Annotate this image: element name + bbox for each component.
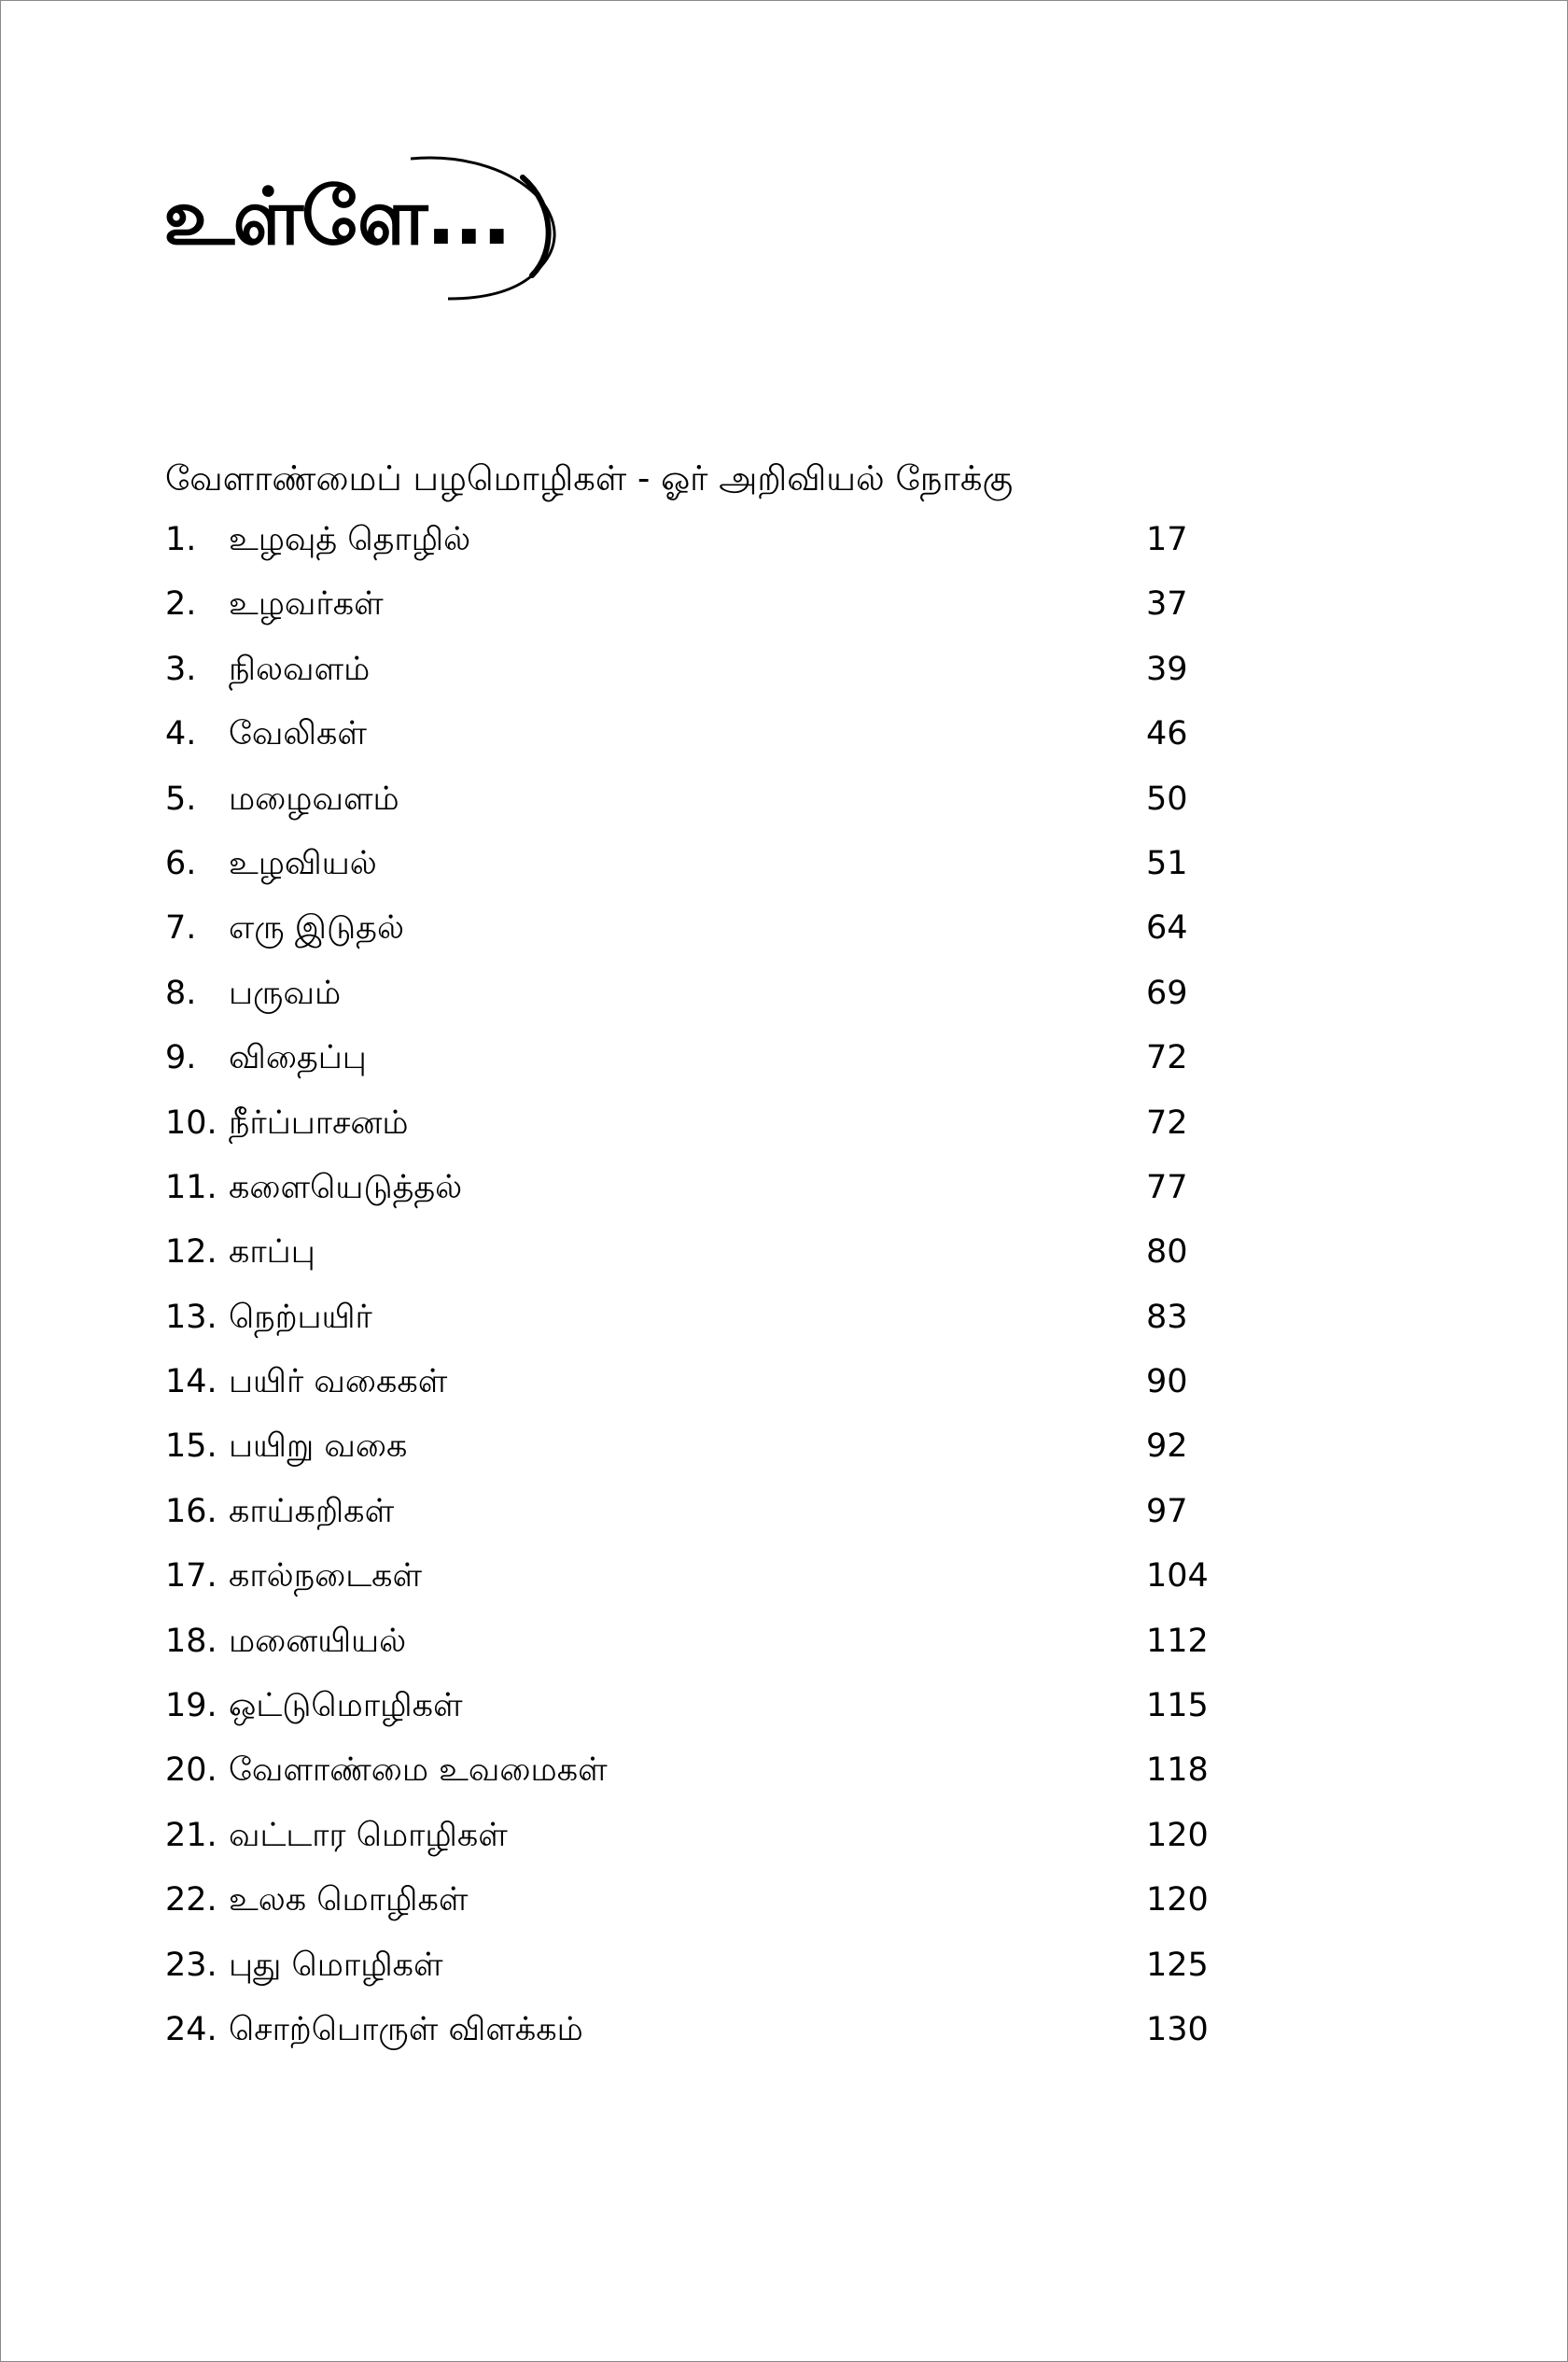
toc-entry bbox=[165, 840, 1239, 905]
toc-entry-number: 23. bbox=[165, 1946, 217, 1984]
toc-entry-number: 13. bbox=[165, 1298, 217, 1336]
toc-entry-title: வட்டார மொழிகள் bbox=[229, 1816, 508, 1854]
toc-entry-number: 6. bbox=[165, 844, 197, 882]
toc-entry bbox=[165, 1488, 1239, 1553]
toc-entry-page-number: 115 bbox=[1146, 1687, 1209, 1725]
toc-entry-page-number: 118 bbox=[1146, 1751, 1209, 1790]
toc-entry bbox=[165, 581, 1239, 645]
crescent-ornament bbox=[163, 149, 583, 308]
toc-entry-page-number: 104 bbox=[1146, 1557, 1209, 1596]
toc-entry bbox=[165, 1164, 1239, 1229]
toc-entry bbox=[165, 1812, 1239, 1877]
toc-entry-title: பயிறு வகை bbox=[229, 1427, 408, 1466]
toc-entry bbox=[165, 1229, 1239, 1293]
toc-entry-title: கால்நடைகள் bbox=[229, 1557, 423, 1596]
toc-entry-number: 22. bbox=[165, 1881, 217, 1919]
toc-entry-number: 1. bbox=[165, 521, 197, 558]
toc-entry-page-number: 64 bbox=[1146, 909, 1188, 948]
toc-entry-number: 8. bbox=[165, 974, 197, 1012]
toc-entry-title: பயிர் வகைகள் bbox=[229, 1363, 448, 1401]
toc-entry-number: 24. bbox=[165, 2010, 217, 2048]
toc-entry-page-number: 69 bbox=[1146, 974, 1188, 1012]
toc-entry-number: 11. bbox=[165, 1168, 217, 1206]
toc-entry-number: 7. bbox=[165, 909, 197, 948]
toc-entry-page-number: 80 bbox=[1146, 1233, 1188, 1272]
toc-entry-page-number: 17 bbox=[1146, 521, 1188, 558]
toc-entry-number: 15. bbox=[165, 1427, 217, 1466]
toc-entry-title: உழவியல் bbox=[229, 844, 377, 882]
toc-entry-title: மனையியல் bbox=[229, 1622, 407, 1660]
toc-entry bbox=[165, 1294, 1239, 1358]
toc-entry bbox=[165, 646, 1239, 710]
toc-entry-title: மழைவளம் bbox=[229, 780, 399, 818]
toc-entry bbox=[165, 516, 1239, 581]
book-subtitle: வேளாண்மைப் பழமொழிகள் - ஓர் அறிவியல் நோக்கு bbox=[165, 458, 1014, 499]
toc-entry bbox=[165, 1682, 1239, 1747]
toc-entry bbox=[165, 2006, 1239, 2071]
toc-entry-number: 17. bbox=[165, 1557, 217, 1596]
toc-entry-title: நெற்பயிர் bbox=[229, 1298, 372, 1336]
toc-entry-page-number: 39 bbox=[1146, 650, 1188, 688]
toc-entry-title: உலக மொழிகள் bbox=[229, 1881, 469, 1919]
toc-entry bbox=[165, 1877, 1239, 1941]
toc-entry-title: எரு இடுதல் bbox=[229, 909, 405, 948]
toc-entry-title: பருவம் bbox=[229, 974, 342, 1012]
toc-entry-title: சொற்பொருள் விளக்கம் bbox=[229, 2010, 583, 2048]
toc-entry-number: 14. bbox=[165, 1363, 217, 1401]
toc-entry-page-number: 72 bbox=[1146, 1104, 1188, 1142]
toc-entry bbox=[165, 776, 1239, 840]
toc-entry-page-number: 83 bbox=[1146, 1298, 1188, 1336]
toc-entry-page-number: 112 bbox=[1146, 1622, 1209, 1660]
toc-entry bbox=[165, 1034, 1239, 1099]
toc-entry-number: 21. bbox=[165, 1816, 217, 1854]
toc-entry-title: களையெடுத்தல் bbox=[229, 1168, 463, 1206]
toc-entry-page-number: 92 bbox=[1146, 1427, 1188, 1466]
toc-entry-number: 18. bbox=[165, 1622, 217, 1660]
toc-entry-page-number: 97 bbox=[1146, 1492, 1188, 1530]
toc-entry-page-number: 125 bbox=[1146, 1946, 1209, 1984]
toc-entry-number: 3. bbox=[165, 650, 197, 688]
toc-entry-number: 20. bbox=[165, 1751, 217, 1790]
toc-entry bbox=[165, 905, 1239, 969]
toc-entry-page-number: 46 bbox=[1146, 715, 1188, 753]
toc-entry-page-number: 37 bbox=[1146, 585, 1188, 624]
toc-entry-title: காப்பு bbox=[229, 1233, 315, 1272]
toc-entry-title: உழவர்கள் bbox=[229, 585, 384, 624]
toc-entry-page-number: 50 bbox=[1146, 780, 1188, 818]
toc-entry-title: ஒட்டுமொழிகள் bbox=[229, 1687, 463, 1725]
toc-entry-title: புது மொழிகள் bbox=[229, 1946, 443, 1984]
toc-entry-title: நிலவளம் bbox=[229, 650, 371, 688]
heading bbox=[163, 149, 583, 308]
toc-entry-number: 10. bbox=[165, 1104, 217, 1142]
toc-entry-number: 9. bbox=[165, 1039, 197, 1077]
toc-entry-title: நீர்ப்பாசனம் bbox=[229, 1104, 409, 1142]
toc-entry bbox=[165, 970, 1239, 1034]
toc-entry-page-number: 120 bbox=[1146, 1816, 1209, 1854]
toc-entry-number: 12. bbox=[165, 1233, 217, 1272]
toc-entry-page-number: 51 bbox=[1146, 844, 1188, 882]
toc-entry-number: 5. bbox=[165, 780, 197, 818]
table-of-contents bbox=[165, 516, 1239, 2071]
toc-entry-title: உழவுத் தொழில் bbox=[229, 521, 471, 558]
toc-entry-page-number: 77 bbox=[1146, 1168, 1188, 1206]
toc-entry-number: 2. bbox=[165, 585, 197, 624]
toc-entry-title: வேளாண்மை உவமைகள் bbox=[229, 1751, 608, 1790]
toc-entry-title: விதைப்பு bbox=[229, 1039, 367, 1077]
toc-entry-page-number: 72 bbox=[1146, 1039, 1188, 1077]
toc-entry-page-number: 120 bbox=[1146, 1881, 1209, 1919]
toc-entry bbox=[165, 1747, 1239, 1811]
toc-entry bbox=[165, 710, 1239, 775]
toc-entry-page-number: 90 bbox=[1146, 1363, 1188, 1401]
toc-entry bbox=[165, 1942, 1239, 2006]
toc-entry-number: 19. bbox=[165, 1687, 217, 1725]
page-title: உள்ளே... bbox=[163, 171, 511, 262]
toc-entry-title: காய்கறிகள் bbox=[229, 1492, 395, 1530]
toc-entry bbox=[165, 1100, 1239, 1164]
toc-entry-title: வேலிகள் bbox=[229, 715, 367, 753]
toc-entry-page-number: 130 bbox=[1146, 2010, 1209, 2048]
toc-entry bbox=[165, 1358, 1239, 1423]
toc-entry bbox=[165, 1423, 1239, 1487]
toc-entry bbox=[165, 1618, 1239, 1682]
toc-entry bbox=[165, 1553, 1239, 1617]
toc-entry-number: 16. bbox=[165, 1492, 217, 1530]
toc-entry-number: 4. bbox=[165, 715, 197, 753]
